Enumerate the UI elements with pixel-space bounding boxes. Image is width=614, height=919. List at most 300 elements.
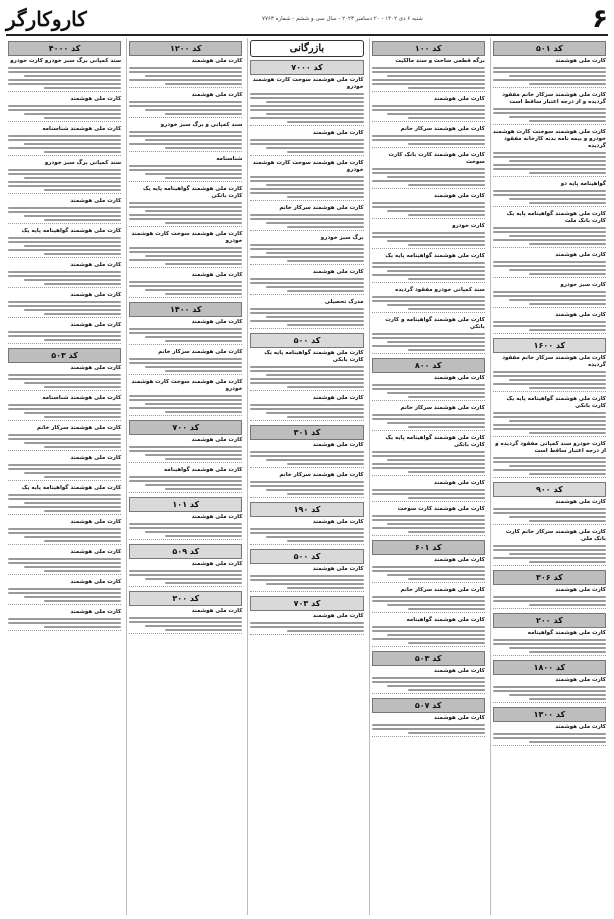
ad-title: سند کمپانی برگ سبز خودرو کارت خودرو bbox=[10, 58, 122, 64]
text-line bbox=[529, 202, 606, 204]
ad-title: کارت ملی هوشمند bbox=[434, 96, 485, 102]
text-line bbox=[408, 497, 485, 499]
text-line bbox=[145, 210, 242, 212]
ad-title: مدرک تحصیلی bbox=[324, 299, 364, 305]
text-line bbox=[372, 333, 485, 335]
column-4 bbox=[126, 38, 244, 915]
ad-body-text bbox=[8, 494, 121, 512]
ad-title: کارت ملی هوشمند bbox=[312, 519, 364, 525]
text-line bbox=[250, 451, 363, 453]
ad-divider bbox=[129, 151, 242, 152]
text-line bbox=[493, 231, 606, 233]
ad-divider bbox=[493, 745, 606, 746]
text-line bbox=[8, 71, 121, 73]
text-line bbox=[372, 515, 485, 517]
text-line bbox=[408, 244, 485, 246]
text-line bbox=[372, 570, 485, 572]
text-line bbox=[493, 457, 606, 459]
text-line bbox=[287, 630, 364, 632]
ad-title: کارت ملی هوشمند گواهینامه پایه یک کارت بانک ملت bbox=[506, 211, 606, 224]
text-line bbox=[509, 198, 606, 200]
ad-title: کارت ملی هوشمند bbox=[312, 395, 364, 401]
text-line bbox=[145, 336, 242, 338]
ad-body-text bbox=[8, 105, 121, 119]
classified-ad bbox=[129, 319, 242, 345]
classified-ad bbox=[493, 92, 606, 125]
text-line bbox=[165, 83, 242, 85]
text-line bbox=[145, 255, 242, 257]
text-line bbox=[493, 71, 606, 73]
text-line bbox=[372, 105, 485, 107]
ad-body-text bbox=[372, 626, 485, 644]
ad-title: کارت ملی هوشمند کارت بانک کارت سوخت bbox=[388, 152, 485, 165]
text-line bbox=[8, 105, 121, 107]
ad-body-text bbox=[493, 67, 606, 85]
ad-title: کارت ملی هوشمند سوخت کارت هوشمند خودرو bbox=[131, 379, 243, 392]
text-line bbox=[145, 625, 242, 627]
classified-ad bbox=[372, 253, 485, 283]
ad-title: کارت ملی هوشمند bbox=[434, 480, 485, 486]
text-line bbox=[8, 207, 121, 209]
ad-body-text bbox=[372, 677, 485, 691]
text-line bbox=[44, 446, 121, 448]
category-code-header: کد ۵۰۳ bbox=[372, 651, 485, 666]
text-line bbox=[493, 412, 606, 414]
ad-title: کارت ملی هوشمند گواهینامه و کارت بانکی bbox=[385, 317, 485, 330]
text-line bbox=[493, 512, 606, 514]
ad-divider bbox=[372, 501, 485, 502]
text-line bbox=[165, 263, 242, 265]
classified-ad bbox=[8, 292, 121, 318]
text-line bbox=[372, 638, 485, 640]
text-line bbox=[509, 269, 606, 271]
text-line bbox=[408, 732, 485, 734]
ad-title: کارت ملی هوشمند bbox=[555, 677, 606, 683]
text-line bbox=[44, 283, 121, 285]
text-line bbox=[24, 177, 121, 179]
ad-divider bbox=[129, 181, 242, 182]
ad-divider bbox=[493, 307, 606, 308]
classified-ad bbox=[493, 630, 606, 656]
text-line bbox=[250, 312, 363, 314]
category-code-header: کد ۵۰۰ bbox=[250, 333, 363, 348]
ad-body-text bbox=[493, 596, 606, 606]
ad-body-text bbox=[129, 358, 242, 372]
text-line bbox=[8, 173, 121, 175]
ad-title: کارت ملی هوشمند گواهینامه پایه یک bbox=[385, 253, 485, 259]
text-line bbox=[8, 237, 121, 239]
text-line bbox=[493, 643, 606, 645]
ad-title: کارت خودرو سند کمپانی مفقود گردیده و از درجه اعتبار ساقط است bbox=[495, 441, 606, 454]
text-line bbox=[129, 251, 242, 253]
text-line bbox=[493, 557, 606, 559]
ad-body-text bbox=[8, 331, 121, 341]
classified-ad bbox=[8, 425, 121, 451]
classified-ad bbox=[372, 480, 485, 502]
ad-title: کارت ملی هوشمند bbox=[555, 499, 606, 505]
text-line bbox=[372, 455, 485, 457]
category-code-header: کد ۲۰۰ bbox=[493, 613, 606, 628]
category-code-header: کد ۱۰۱ bbox=[129, 497, 242, 512]
ad-divider bbox=[8, 287, 121, 288]
classified-ad bbox=[129, 608, 242, 634]
text-line bbox=[493, 168, 606, 170]
text-line bbox=[372, 262, 485, 264]
ad-body-text bbox=[250, 93, 363, 123]
ad-divider bbox=[129, 344, 242, 345]
text-line bbox=[493, 156, 606, 158]
text-line bbox=[250, 188, 363, 190]
ad-title: کارت ملی هوشمند شناسنامه bbox=[42, 126, 122, 132]
classified-ad bbox=[493, 724, 606, 746]
ad-divider bbox=[250, 634, 363, 635]
classified-ad bbox=[372, 317, 485, 354]
category-code-header: کد ۴۰۰۰ bbox=[8, 41, 121, 56]
ad-title: کارت ملی هوشمند سرکار خانم bbox=[400, 405, 485, 411]
ad-divider bbox=[129, 415, 242, 416]
ad-divider bbox=[8, 390, 121, 391]
ad-title: کارت ملی هوشمند سرکار خانم مفقود گردیده bbox=[502, 355, 606, 368]
text-line bbox=[372, 418, 485, 420]
classified-ad bbox=[129, 514, 242, 540]
text-line bbox=[129, 71, 242, 73]
ad-body-text bbox=[8, 67, 121, 89]
ad-body-text bbox=[493, 152, 606, 174]
classified-ad bbox=[372, 375, 485, 401]
ad-divider bbox=[250, 591, 363, 592]
text-line bbox=[44, 87, 121, 89]
text-line bbox=[250, 176, 363, 178]
ad-divider bbox=[250, 420, 363, 421]
text-line bbox=[493, 164, 606, 166]
text-line bbox=[250, 485, 363, 487]
ad-title: کارت ملی هوشمند گواهینامه پایه یک کارت بانکی bbox=[264, 350, 364, 363]
ad-body-text bbox=[372, 67, 485, 89]
ad-title: کارت ملی هوشمند سرکار خانم bbox=[158, 349, 243, 355]
ad-divider bbox=[372, 188, 485, 189]
ad-divider bbox=[129, 267, 242, 268]
text-line bbox=[8, 374, 121, 376]
text-line bbox=[387, 574, 484, 576]
text-line bbox=[372, 493, 485, 495]
text-line bbox=[493, 261, 606, 263]
text-line bbox=[266, 374, 363, 376]
text-line bbox=[145, 75, 242, 77]
classified-ad bbox=[8, 365, 121, 391]
ad-body-text bbox=[8, 434, 121, 448]
ad-divider bbox=[8, 193, 121, 194]
text-line bbox=[8, 464, 121, 466]
text-line bbox=[8, 305, 121, 307]
text-line bbox=[529, 698, 606, 700]
text-line bbox=[24, 113, 121, 115]
text-line bbox=[509, 235, 606, 237]
ad-divider bbox=[493, 247, 606, 248]
ad-body-text bbox=[372, 384, 485, 398]
text-line bbox=[250, 117, 363, 119]
text-line bbox=[287, 416, 364, 418]
ad-divider bbox=[493, 391, 606, 392]
text-line bbox=[387, 210, 484, 212]
ad-title: کارت ملی هوشمند bbox=[70, 519, 122, 525]
ad-title: کارت ملی هوشمند bbox=[191, 514, 243, 520]
ad-divider bbox=[372, 736, 485, 737]
ad-body-text bbox=[493, 545, 606, 563]
text-line bbox=[387, 304, 484, 306]
ad-body-text bbox=[8, 404, 121, 418]
classified-ad bbox=[493, 355, 606, 392]
ad-body-text bbox=[493, 261, 606, 275]
text-line bbox=[387, 176, 484, 178]
text-line bbox=[493, 112, 606, 114]
text-line bbox=[44, 570, 121, 572]
classified-ad bbox=[372, 715, 485, 737]
ad-divider bbox=[250, 230, 363, 231]
text-line bbox=[372, 83, 485, 85]
ad-body-text bbox=[250, 575, 363, 589]
text-line bbox=[509, 465, 606, 467]
ad-body-text bbox=[493, 686, 606, 700]
text-line bbox=[529, 520, 606, 522]
text-line bbox=[250, 481, 363, 483]
classified-ad bbox=[493, 282, 606, 308]
ad-body-text bbox=[372, 168, 485, 186]
column-3 bbox=[247, 38, 365, 915]
text-line bbox=[129, 285, 242, 287]
dateline: شنبه ۶ دی ۱۴۰۲ - ۲۰ دسامبر ۲۰۲۳ - سال سی و ششم - شماره ۷۷۶۳ bbox=[262, 16, 423, 22]
classified-ad bbox=[250, 269, 363, 295]
text-line bbox=[372, 71, 485, 73]
text-line bbox=[8, 528, 121, 530]
ad-body-text bbox=[372, 333, 485, 351]
text-line bbox=[250, 382, 363, 384]
text-line bbox=[8, 506, 121, 508]
text-line bbox=[372, 79, 485, 81]
text-line bbox=[8, 67, 121, 69]
text-line bbox=[493, 690, 606, 692]
classified-ad bbox=[8, 96, 121, 122]
text-line bbox=[250, 579, 363, 581]
text-line bbox=[250, 366, 363, 368]
text-line bbox=[509, 694, 606, 696]
text-line bbox=[387, 240, 484, 242]
classified-ad bbox=[250, 77, 363, 126]
ad-body-text bbox=[250, 214, 363, 228]
text-line bbox=[24, 566, 121, 568]
ad-divider bbox=[8, 121, 121, 122]
text-line bbox=[250, 109, 363, 111]
ad-body-text bbox=[372, 414, 485, 428]
ad-title: شناسنامه bbox=[216, 156, 243, 162]
text-line bbox=[165, 488, 242, 490]
text-line bbox=[129, 67, 242, 69]
classified-ad bbox=[8, 579, 121, 605]
text-line bbox=[8, 185, 121, 187]
text-line bbox=[129, 79, 242, 81]
ad-body-text bbox=[250, 176, 363, 198]
text-line bbox=[493, 461, 606, 463]
text-line bbox=[250, 105, 363, 107]
text-line bbox=[165, 582, 242, 584]
text-line bbox=[145, 173, 242, 175]
ad-divider bbox=[8, 544, 121, 545]
ad-divider bbox=[129, 462, 242, 463]
category-code-header: کد ۱۶۰۰ bbox=[493, 338, 606, 353]
classified-ad bbox=[372, 126, 485, 148]
text-line bbox=[493, 239, 606, 241]
text-line bbox=[250, 278, 363, 280]
ad-body-text bbox=[493, 108, 606, 122]
text-line bbox=[287, 226, 364, 228]
text-line bbox=[372, 296, 485, 298]
text-line bbox=[372, 630, 485, 632]
text-line bbox=[24, 536, 121, 538]
text-line bbox=[408, 214, 485, 216]
ad-body-text bbox=[250, 528, 363, 542]
ad-title: کارت ملی هوشمند bbox=[191, 272, 243, 278]
category-code-header: کد ۳۰۰ bbox=[129, 591, 242, 606]
text-line bbox=[165, 222, 242, 224]
text-line bbox=[129, 247, 242, 249]
text-line bbox=[8, 335, 121, 337]
ad-divider bbox=[8, 630, 121, 631]
text-line bbox=[24, 382, 121, 384]
text-line bbox=[165, 177, 242, 179]
text-line bbox=[372, 527, 485, 529]
text-line bbox=[250, 378, 363, 380]
ad-title: کارت ملی هوشمند bbox=[191, 437, 243, 443]
page-number: ۶ bbox=[592, 4, 608, 34]
ad-body-text bbox=[250, 451, 363, 465]
text-line bbox=[8, 147, 121, 149]
classified-ad bbox=[8, 126, 121, 156]
text-line bbox=[408, 87, 485, 89]
ad-body-text bbox=[493, 227, 606, 245]
ad-body-text bbox=[372, 515, 485, 533]
text-line bbox=[266, 459, 363, 461]
text-line bbox=[287, 493, 364, 495]
ad-divider bbox=[250, 200, 363, 201]
category-code-header: کد ۳۰۱ bbox=[250, 425, 363, 440]
ad-body-text bbox=[250, 622, 363, 632]
ad-title: کارت ملی هوشمند گواهینامه bbox=[406, 617, 485, 623]
text-line bbox=[129, 218, 242, 220]
ad-divider bbox=[372, 646, 485, 647]
ad-title: کارت ملی هوشمند bbox=[191, 58, 243, 64]
text-line bbox=[250, 528, 363, 530]
category-code-header: کد ۵۰۹ bbox=[129, 544, 242, 559]
text-line bbox=[250, 455, 363, 457]
text-line bbox=[509, 516, 606, 518]
ad-body-text bbox=[493, 457, 606, 475]
ad-divider bbox=[8, 480, 121, 481]
ad-divider bbox=[372, 121, 485, 122]
ad-title: کارت ملی هوشمند سرکار خانم bbox=[279, 205, 364, 211]
ad-body-text bbox=[372, 296, 485, 310]
text-line bbox=[408, 308, 485, 310]
ad-divider bbox=[8, 155, 121, 156]
ad-body-text bbox=[8, 528, 121, 542]
classified-ad bbox=[250, 566, 363, 592]
text-line bbox=[129, 476, 242, 478]
text-line bbox=[372, 728, 485, 730]
classified-ad bbox=[8, 262, 121, 288]
text-line bbox=[8, 135, 121, 137]
text-line bbox=[145, 454, 242, 456]
ad-title: کارت ملی هوشمند bbox=[70, 96, 122, 102]
classified-ad bbox=[129, 349, 242, 375]
ad-title: کارت ملی هوشمند bbox=[434, 193, 485, 199]
text-line bbox=[44, 117, 121, 119]
ad-title: کارت ملی هوشمند bbox=[312, 442, 364, 448]
classified-ad bbox=[129, 437, 242, 463]
text-line bbox=[266, 583, 363, 585]
ad-body-text bbox=[372, 451, 485, 473]
ad-divider bbox=[129, 586, 242, 587]
category-code-header: کد ۳۰۶ bbox=[493, 570, 606, 585]
category-code-header: کد ۸۰۰ bbox=[372, 358, 485, 373]
text-line bbox=[165, 458, 242, 460]
ad-divider bbox=[8, 91, 121, 92]
text-line bbox=[8, 494, 121, 496]
ad-body-text bbox=[129, 395, 242, 413]
ad-title: کارت ملی هوشمند bbox=[70, 262, 122, 268]
text-line bbox=[145, 289, 242, 291]
classified-ad bbox=[8, 198, 121, 224]
text-line bbox=[493, 383, 606, 385]
ad-title: برگه قطعی ساخت و سند مالکیت bbox=[395, 58, 485, 64]
text-line bbox=[266, 316, 363, 318]
ad-body-text bbox=[493, 321, 606, 331]
text-line bbox=[44, 626, 121, 628]
text-line bbox=[372, 463, 485, 465]
text-line bbox=[250, 139, 363, 141]
ad-title: کارت ملی هوشمند bbox=[555, 587, 606, 593]
classified-columns bbox=[6, 38, 608, 915]
text-line bbox=[408, 117, 485, 119]
classified-ad bbox=[8, 485, 121, 515]
ad-title: کارت ملی هوشمند bbox=[70, 579, 122, 585]
ad-title: کارت ملی هوشمند سرکار خانم bbox=[36, 425, 122, 431]
ad-body-text bbox=[493, 639, 606, 653]
classified-ad bbox=[493, 587, 606, 609]
text-line bbox=[165, 370, 242, 372]
ad-divider bbox=[372, 582, 485, 583]
text-line bbox=[129, 523, 242, 525]
ad-title: کارت ملی هوشمند سوخت کارت هوشمند خودرو bbox=[131, 231, 243, 244]
text-line bbox=[8, 169, 121, 171]
text-line bbox=[250, 370, 363, 372]
text-line bbox=[387, 422, 484, 424]
ad-title: کارت خودرو bbox=[452, 223, 485, 229]
ad-title: کارت ملی هوشمند bbox=[312, 269, 364, 275]
classified-ad bbox=[372, 668, 485, 694]
text-line bbox=[493, 549, 606, 551]
text-line bbox=[493, 416, 606, 418]
text-line bbox=[266, 252, 363, 254]
ad-divider bbox=[129, 374, 242, 375]
ad-title: کارت ملی هوشمند سرکار خانم bbox=[400, 587, 485, 593]
ad-divider bbox=[372, 353, 485, 354]
text-line bbox=[8, 271, 121, 273]
text-line bbox=[372, 109, 485, 111]
ad-body-text bbox=[493, 508, 606, 522]
text-line bbox=[372, 451, 485, 453]
classified-ad bbox=[372, 287, 485, 313]
text-line bbox=[145, 403, 242, 405]
ad-title: کارت ملی هوشمند گواهینامه پایه یک bbox=[21, 485, 122, 491]
classified-ad bbox=[129, 467, 242, 493]
